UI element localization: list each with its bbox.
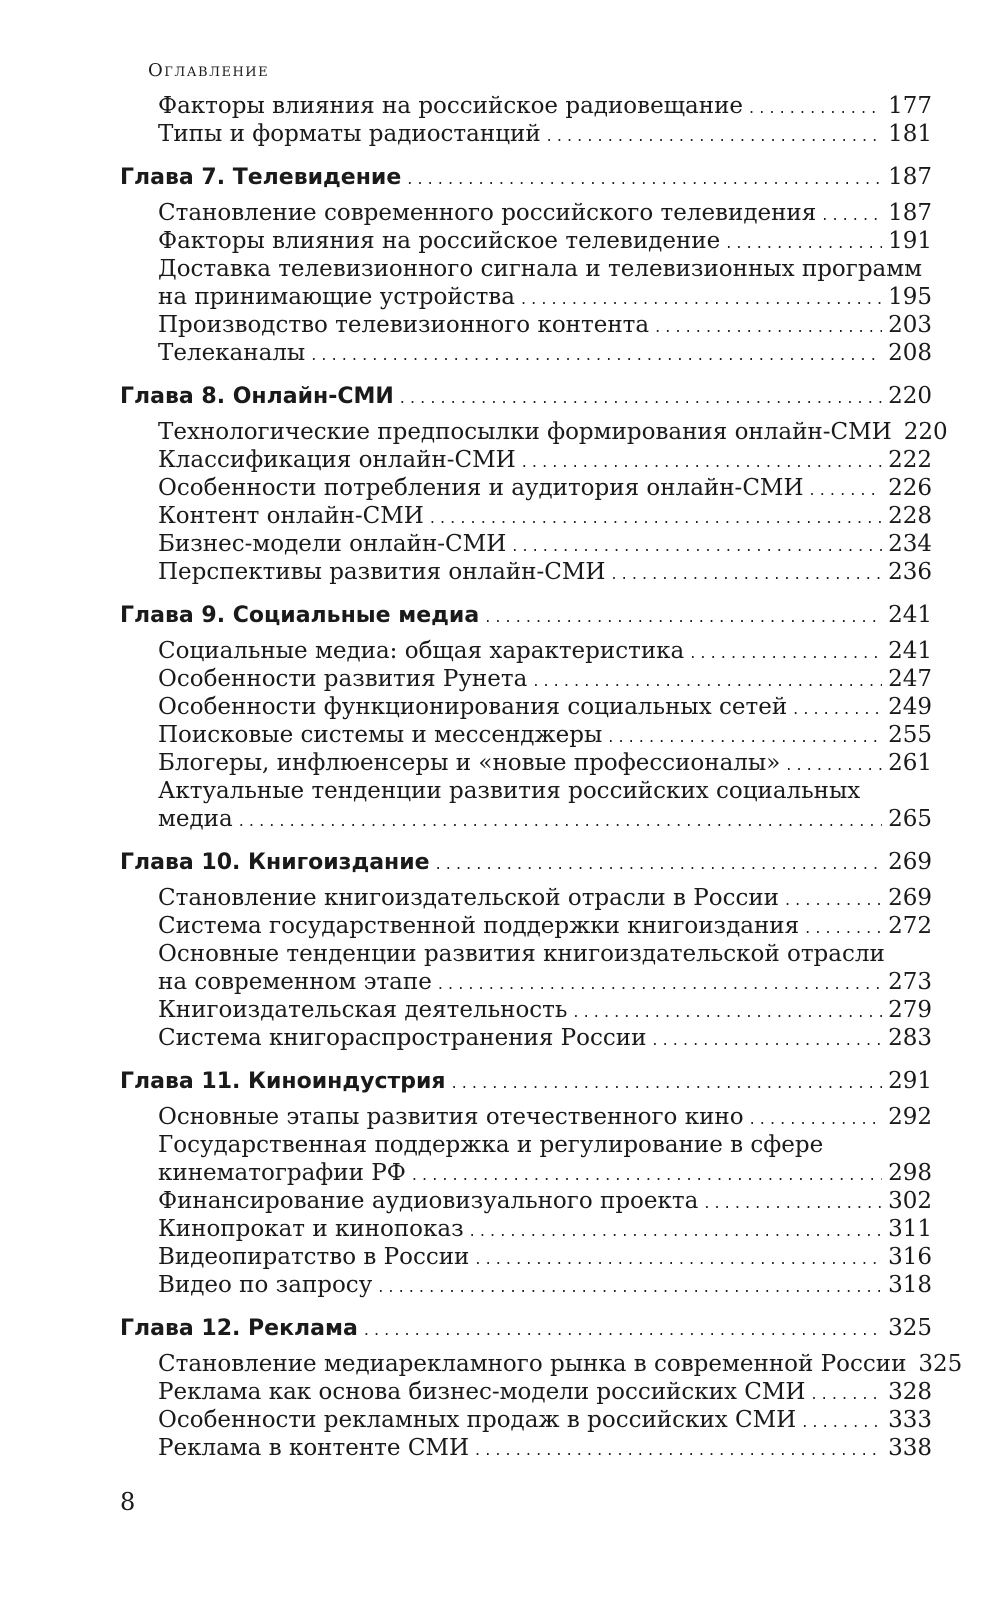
toc-chapter <box>120 1067 932 1095</box>
toc-entry <box>120 558 932 586</box>
entry-title: кинематографии РФ <box>158 1160 406 1186</box>
entry-page-number: 273 <box>888 969 932 995</box>
chapter-title: Глава 9. Социальные медиа <box>120 603 480 628</box>
dot-leader <box>611 560 882 588</box>
dot-leader <box>652 1026 882 1054</box>
entry-page-number: 272 <box>888 913 932 939</box>
toc-entry <box>120 1271 932 1299</box>
toc-entry <box>120 1350 963 1378</box>
toc-entry <box>120 92 932 120</box>
toc-entry <box>120 1159 932 1187</box>
entry-title: Основные этапы развития отечественного кино <box>158 1104 744 1130</box>
toc-entry <box>120 283 932 311</box>
toc-entry <box>120 777 932 805</box>
entry-page-number: 298 <box>888 1160 932 1186</box>
entry-title: Становление книгоиздательской отрасли в России <box>158 885 779 911</box>
entry-page-number: 261 <box>888 750 932 776</box>
toc-entry <box>120 884 932 912</box>
dot-leader <box>522 448 882 476</box>
toc-entry <box>120 227 932 255</box>
dot-leader <box>407 165 882 193</box>
dot-leader <box>812 1380 883 1408</box>
entry-page-number: 269 <box>888 885 932 911</box>
dot-leader <box>512 532 882 560</box>
entry-title: Доставка телевизионного сигнала и телевизионных программ <box>158 256 923 282</box>
entry-title: Становление современного российского телевидения <box>158 200 817 226</box>
toc-entry <box>120 721 932 749</box>
entry-page-number: 228 <box>888 503 932 529</box>
entry-title: Особенности развития Рунета <box>158 666 528 692</box>
entry-page-number: 333 <box>888 1407 932 1433</box>
chapter-title: Глава 11. Киноиндустрия <box>120 1069 446 1094</box>
dot-leader <box>573 998 882 1026</box>
toc-entry <box>120 1131 932 1159</box>
chapter-title: Глава 12. Реклама <box>120 1316 358 1341</box>
entry-title: Типы и форматы радиостанций <box>158 121 541 147</box>
toc-entry <box>120 255 932 283</box>
dot-leader <box>452 1069 883 1097</box>
dot-leader <box>311 341 882 369</box>
entry-title: Видео по запросу <box>158 1272 373 1298</box>
entry-title: Видеопиратство в России <box>158 1244 470 1270</box>
entry-title: Блогеры, инфлюенсеры и «новые профессионалы» <box>158 750 781 776</box>
entry-title: Кинопрокат и кинопоказ <box>158 1216 464 1242</box>
toc-entry <box>120 1434 932 1462</box>
entry-title: Система государственной поддержки книгоиздания <box>158 913 800 939</box>
running-head: Оглавление <box>148 60 270 81</box>
dot-leader <box>726 229 882 257</box>
dot-leader <box>239 807 882 835</box>
dot-leader <box>608 723 882 751</box>
entry-title: Факторы влияния на российское радиовещание <box>158 93 744 119</box>
entry-page-number: 249 <box>888 694 932 720</box>
entry-page-number: 325 <box>918 1351 963 1377</box>
dot-leader <box>704 1189 882 1217</box>
dot-leader <box>400 384 882 412</box>
entry-page-number: 265 <box>888 806 932 832</box>
dot-leader <box>547 122 882 150</box>
entry-title: Государственная поддержка и регулирование в сфере <box>158 1132 824 1158</box>
entry-title: Особенности потребления и аудитория онлайн-СМИ <box>158 475 804 501</box>
entry-title: Телеканалы <box>158 340 306 366</box>
entry-title: Поисковые системы и мессенджеры <box>158 722 603 748</box>
entry-page-number: 247 <box>888 666 932 692</box>
toc-chapter <box>120 382 932 410</box>
toc-entry <box>120 637 932 665</box>
chapter-title: Глава 7. Телевидение <box>120 165 402 190</box>
entry-page-number: 222 <box>888 447 932 473</box>
toc-entry <box>120 199 932 227</box>
dot-leader <box>822 201 882 229</box>
entry-page-number: 187 <box>888 200 932 226</box>
dot-leader <box>364 1316 882 1344</box>
dot-leader <box>470 1217 882 1245</box>
entry-title: Становление медиарекламного рынка в современной России <box>158 1351 907 1377</box>
dot-leader <box>690 639 882 667</box>
entry-title: Особенности функционирования социальных сетей <box>158 694 788 720</box>
entry-page-number: 236 <box>888 559 932 585</box>
dot-leader <box>786 751 882 779</box>
entry-page-number: 191 <box>888 228 932 254</box>
chapter-title: Глава 8. Онлайн-СМИ <box>120 384 394 409</box>
toc-entry <box>120 120 932 148</box>
toc-entry <box>120 693 932 721</box>
page-number: 8 <box>120 1488 136 1516</box>
entry-title: Производство телевизионного контента <box>158 312 650 338</box>
entry-page-number: 279 <box>888 997 932 1023</box>
toc-entry <box>120 912 932 940</box>
entry-title: Система книгораспространения России <box>158 1025 647 1051</box>
toc-entry <box>120 418 948 446</box>
toc-entry <box>120 474 932 502</box>
toc-entry <box>120 1406 932 1434</box>
entry-title: на принимающие устройства <box>158 284 515 310</box>
entry-page-number: 283 <box>888 1025 932 1051</box>
toc-chapter <box>120 163 932 191</box>
toc-entry <box>120 1103 932 1131</box>
dot-leader <box>793 695 882 723</box>
entry-page-number: 291 <box>888 1068 932 1094</box>
entry-title: Реклама как основа бизнес-модели российских СМИ <box>158 1379 806 1405</box>
entry-title: Финансирование аудиовизуального проекта <box>158 1188 699 1214</box>
entry-page-number: 325 <box>888 1315 932 1341</box>
dot-leader <box>749 94 882 122</box>
entry-page-number: 220 <box>888 383 932 409</box>
dot-leader <box>438 970 882 998</box>
toc-entry <box>120 1378 932 1406</box>
toc-entry <box>120 940 932 968</box>
dot-leader <box>475 1436 882 1464</box>
entry-page-number: 208 <box>888 340 932 366</box>
dot-leader <box>810 476 883 504</box>
entry-page-number: 226 <box>888 475 932 501</box>
entry-title: Технологические предпосылки формирования онлайн-СМИ <box>158 419 892 445</box>
dot-leader <box>785 886 882 914</box>
toc-entry <box>120 968 932 996</box>
table-of-contents <box>120 92 963 1462</box>
toc-entry <box>120 665 932 693</box>
entry-page-number: 318 <box>888 1272 932 1298</box>
entry-title: на современном этапе <box>158 969 432 995</box>
entry-title: Контент онлайн-СМИ <box>158 503 424 529</box>
entry-page-number: 241 <box>888 638 932 664</box>
entry-page-number: 195 <box>888 284 932 310</box>
entry-page-number: 181 <box>888 121 932 147</box>
dot-leader <box>521 285 882 313</box>
entry-title: Перспективы развития онлайн-СМИ <box>158 559 606 585</box>
toc-entry <box>120 1024 932 1052</box>
entry-page-number: 302 <box>888 1188 932 1214</box>
toc-entry <box>120 749 932 777</box>
toc-chapter <box>120 1314 932 1342</box>
entry-page-number: 269 <box>888 849 932 875</box>
toc-entry <box>120 805 932 833</box>
entry-page-number: 241 <box>888 602 932 628</box>
entry-page-number: 292 <box>888 1104 932 1130</box>
entry-title: Классификация онлайн-СМИ <box>158 447 516 473</box>
entry-title: медиа <box>158 806 233 832</box>
dot-leader <box>412 1161 882 1189</box>
entry-title: Бизнес-модели онлайн-СМИ <box>158 531 507 557</box>
entry-page-number: 255 <box>888 722 932 748</box>
entry-page-number: 220 <box>903 419 948 445</box>
dot-leader <box>802 1408 882 1436</box>
toc-entry <box>120 502 932 530</box>
toc-entry <box>120 1215 932 1243</box>
entry-title: Основные тенденции развития книгоиздательской отрасли <box>158 941 885 967</box>
entry-title: Факторы влияния на российское телевидение <box>158 228 721 254</box>
dot-leader <box>750 1105 883 1133</box>
entry-page-number: 177 <box>888 93 932 119</box>
entry-page-number: 328 <box>888 1379 932 1405</box>
dot-leader <box>436 850 883 878</box>
entry-title: Особенности рекламных продаж в российских СМИ <box>158 1407 797 1433</box>
toc-entry <box>120 1243 932 1271</box>
dot-leader <box>805 914 882 942</box>
chapter-title: Глава 10. Книгоиздание <box>120 850 430 875</box>
entry-page-number: 203 <box>888 312 932 338</box>
entry-title: Книгоиздательская деятельность <box>158 997 568 1023</box>
toc-chapter <box>120 601 932 629</box>
toc-entry <box>120 339 932 367</box>
dot-leader <box>378 1273 882 1301</box>
entry-page-number: 338 <box>888 1435 932 1461</box>
entry-page-number: 234 <box>888 531 932 557</box>
entry-page-number: 316 <box>888 1244 932 1270</box>
dot-leader <box>533 667 882 695</box>
toc-chapter <box>120 848 932 876</box>
dot-leader <box>430 504 882 532</box>
entry-page-number: 187 <box>888 164 932 190</box>
entry-page-number: 311 <box>888 1216 932 1242</box>
entry-title: Реклама в контенте СМИ <box>158 1435 470 1461</box>
entry-title: Актуальные тенденции развития российских социальных <box>158 778 861 804</box>
toc-entry <box>120 1187 932 1215</box>
dot-leader <box>655 313 882 341</box>
toc-entry <box>120 446 932 474</box>
toc-entry <box>120 311 932 339</box>
dot-leader <box>475 1245 882 1273</box>
dot-leader <box>485 603 882 631</box>
toc-entry <box>120 996 932 1024</box>
toc-entry <box>120 530 932 558</box>
entry-title: Социальные медиа: общая характеристика <box>158 638 685 664</box>
